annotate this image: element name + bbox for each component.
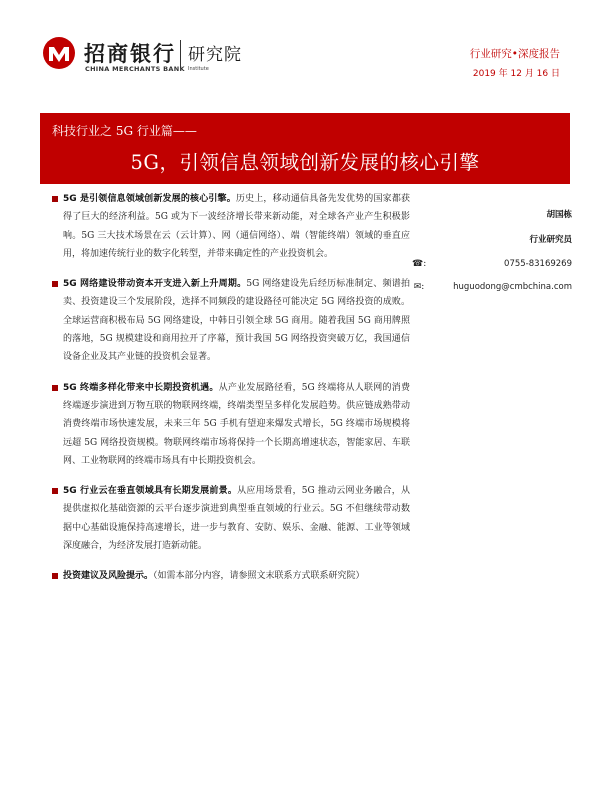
bullet-lead: 5G 行业云在垂直领域具有长期发展前景。	[63, 486, 238, 497]
analyst-phone: 0755-83169269	[504, 258, 572, 269]
report-header	[0, 0, 600, 100]
bullet-paragraph	[63, 482, 410, 555]
summary-section	[52, 190, 410, 598]
report-title: 5G，引领信息领域创新发展的核心引擎	[130, 151, 480, 174]
brand-name-en: CHINA MERCHANTS BANK	[85, 65, 185, 73]
summary-bullet	[52, 190, 410, 263]
bullet-lead: 5G 网络建设带动资本开支进入新上升周期。	[63, 279, 247, 290]
summary-bullet	[52, 567, 410, 585]
bullet-body: 从产业发展路径看，5G 终端将从人联网的消费终端逐步演进到万物互联的物联网终端，终端类型呈多样化发展趋势。供应链成熟带动消费终端市场快速发展，未来三年 5G 手机有望迎来爆发式增长，5G 终端市场规模将远超 5G 网络投资规模。物联网终端市场将保持一个长期高增速状态，智能家居、车联网、工业物联网的终端市场具有中长期投资机会。	[63, 382, 410, 466]
bullet-paragraph	[63, 190, 410, 263]
analyst-role: 行业研究员	[529, 235, 572, 245]
bullet-square-icon	[52, 488, 58, 494]
report-subtitle: 科技行业之 5G 行业篇——	[52, 124, 197, 138]
bullet-square-icon	[52, 281, 58, 287]
report-type: 行业研究•深度报告	[469, 48, 560, 60]
summary-bullet	[52, 482, 410, 555]
analyst-info	[412, 206, 572, 296]
analyst-name: 胡国栋	[546, 210, 572, 220]
brand-department: 研究院	[188, 45, 242, 65]
analyst-email[interactable]: huguodong@cmbchina.com	[453, 281, 572, 292]
brand-department-en: Institute	[188, 66, 209, 72]
bullet-body: 从应用场景看，5G 推动云网业务融合，从提供虚拟化基础资源的云平台逐步演进到典型垂直领域的行业云。5G 不但继续带动数据中心基础设施保持高速增长，进一步与教育、安防、娱乐、金融、能源、工业等领域深度融合，为经济发展打造新动能。	[63, 486, 410, 552]
bullet-square-icon	[52, 196, 58, 202]
bullet-lead: 5G 是引领信息领域创新发展的核心引擎。	[63, 194, 236, 204]
bullet-square-icon	[52, 573, 58, 579]
bullet-body: （如需本部分内容，请参照文末联系方式联系研究院）	[153, 571, 365, 582]
email-icon: ✉:	[413, 281, 425, 292]
title-banner	[40, 113, 570, 184]
bullet-body: 历史上，移动通信具备先发优势的国家都获得了巨大的经济利益。5G 或为下一波经济增长带来新动能，对全球各产业产生积极影响。5G 三大技术场景在云（云计算）、网（通信网络）、端（智能终端）领域的垂直应用，将加速传统行业的数字化转型，并带来确定性的产业投资机会。	[63, 194, 410, 259]
analyst-email-row	[412, 277, 572, 296]
brand-divider	[180, 40, 181, 68]
bullet-paragraph	[63, 567, 410, 585]
summary-bullet	[52, 379, 410, 470]
bullet-paragraph	[63, 275, 410, 366]
bullet-body: 5G 网络建设先后经历标准制定、频谱拍卖、投资建设三个发展阶段，选择不同频段的建设路径可能决定 5G 网络投资的成败。全球运营商积极布局 5G 网络建设，中韩日引领全球 5G 商用。随着我国 5G 商用牌照的落地，5G 规模建设和商用拉开了序幕，预计我国 5G 网络投资突破万亿，我国通信设备企业及其产业链的投资机会显著。	[63, 279, 410, 363]
phone-icon: ☎:	[412, 258, 427, 269]
report-date: 2019 年 12 月 16 日	[472, 69, 560, 79]
bullet-lead: 投资建议及风险提示。	[63, 571, 154, 582]
cmb-logo-icon	[42, 36, 76, 70]
bullet-lead: 5G 终端多样化带来中长期投资机遇。	[63, 382, 219, 393]
brand-name: 招商银行	[84, 42, 176, 66]
bullet-paragraph	[63, 379, 410, 470]
summary-bullet	[52, 275, 410, 366]
bullet-square-icon	[52, 385, 58, 391]
analyst-phone-row	[412, 254, 572, 273]
